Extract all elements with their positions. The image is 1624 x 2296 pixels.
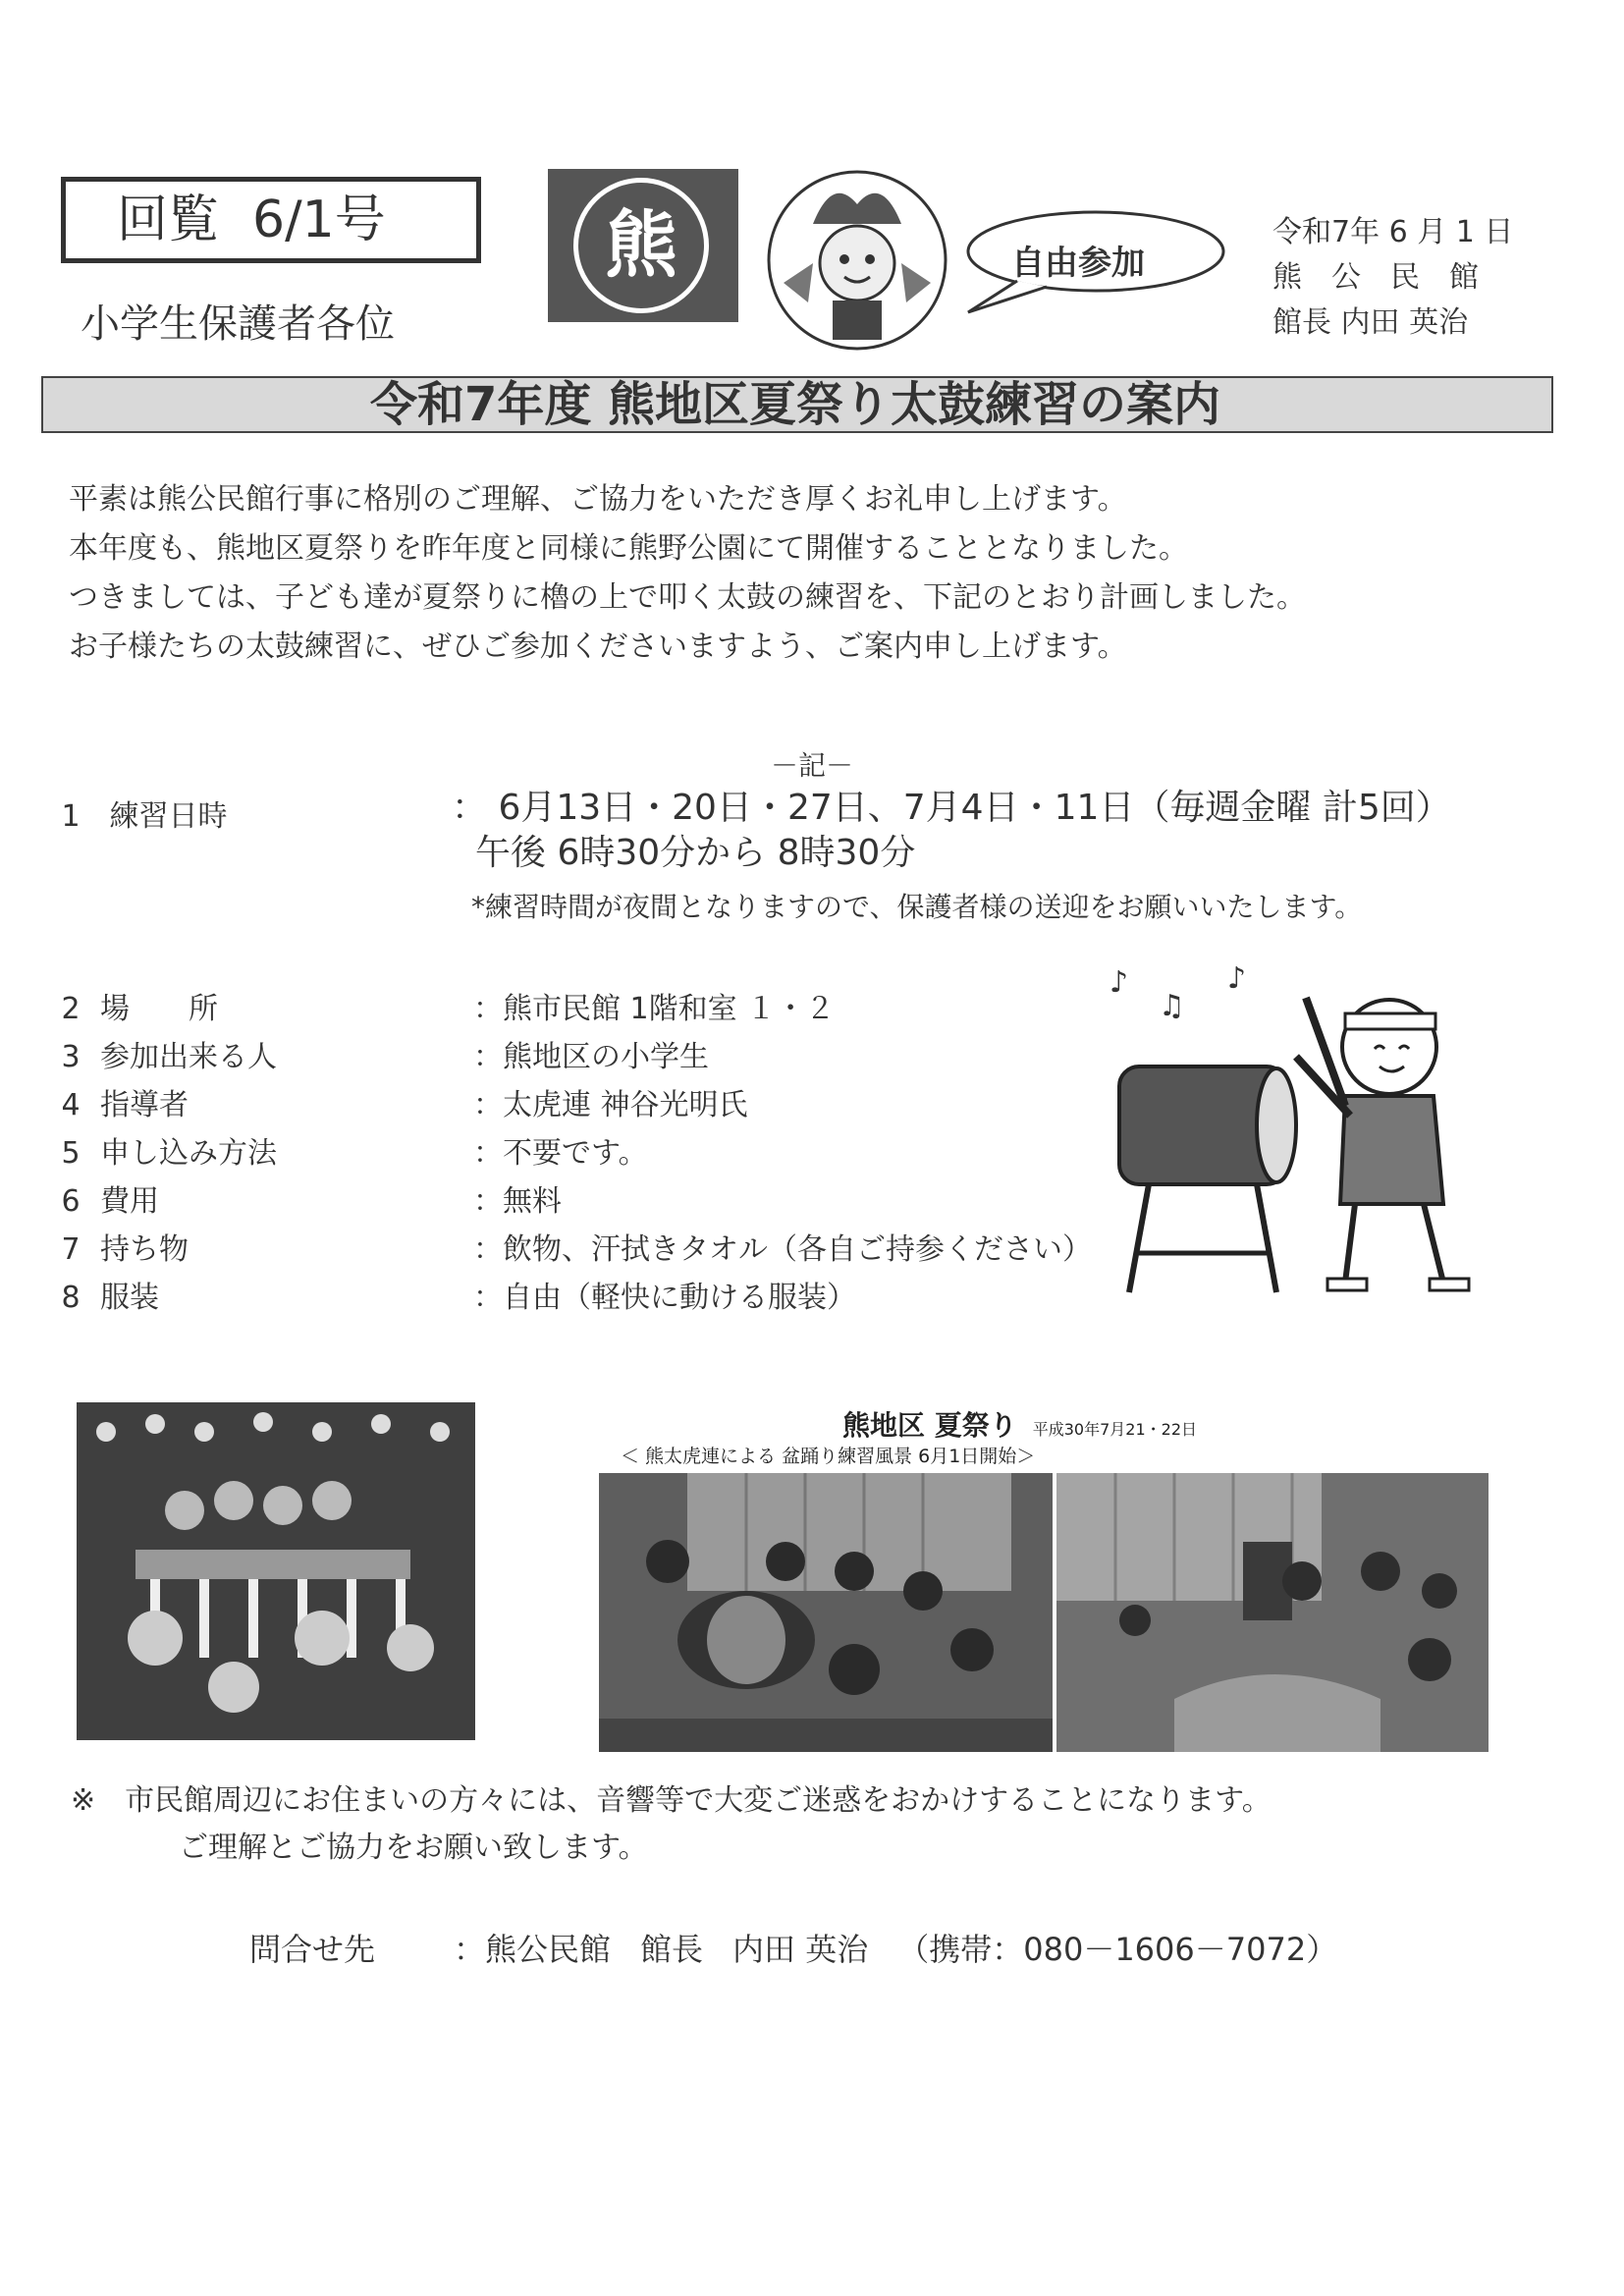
list-item (51, 1080, 1131, 1127)
item-number: 1 (61, 799, 81, 834)
sender-name: 館長 内田 英治 (1272, 305, 1469, 340)
photo-date: 平成30年7月21・22日 (1032, 1420, 1198, 1439)
issue-number: 6/1号 (252, 191, 386, 249)
item-label: 服装 (100, 1281, 159, 1315)
item-1 (51, 792, 228, 835)
footnote-line-1: 市民館周辺にお住まいの方々には、音響等で大変ご迷惑をおかけすることになります。 (125, 1783, 1272, 1818)
sender-block (1272, 210, 1513, 346)
item-label: 費用 (100, 1184, 159, 1219)
item-number: 6 (61, 1184, 81, 1219)
contact-line (249, 1925, 1367, 1970)
item-value: ：熊地区の小学生 (473, 1040, 709, 1074)
list-item (51, 1225, 1131, 1272)
item-value: ：太虎連 神谷光明氏 (473, 1088, 748, 1122)
intro-text (69, 475, 1306, 672)
list-item (51, 984, 1131, 1031)
item-value: ：飲物、汗拭きタオル（各自ご持参ください） (473, 1232, 1092, 1267)
list-item (51, 1128, 1131, 1175)
contact-name: 内田 英治 (732, 1931, 869, 1968)
mascot-illustration (754, 165, 960, 355)
photo-title-text: 熊地区 夏祭り (842, 1409, 1017, 1442)
item-value: ：熊市民館 1階和室 １・２ (473, 992, 836, 1026)
contact-role: 館長 (640, 1931, 704, 1968)
schedule-value (452, 786, 1451, 876)
item-number: 8 (61, 1281, 81, 1315)
item-label: 申し込み方法 (100, 1136, 277, 1171)
item-number: 4 (61, 1088, 81, 1122)
item-label: 練習日時 (109, 799, 228, 834)
ki-heading: －記－ (770, 749, 853, 782)
item-number: 7 (61, 1232, 81, 1267)
item-label: 参加出来る人 (100, 1040, 277, 1074)
addressee: 小学生保護者各位 (81, 301, 395, 347)
footnote-mark: ※ (71, 1783, 96, 1818)
practice-photo-2 (1056, 1473, 1489, 1752)
footnote (71, 1777, 1272, 1872)
sender-org: 熊 公 民 館 (1272, 260, 1479, 295)
intro-line: お子様たちの太鼓練習に、ぜひご参加くださいますよう、ご案内申し上げます。 (69, 629, 1127, 664)
photo-title (842, 1404, 1197, 1444)
item-value: ：無料 (473, 1184, 562, 1219)
item-value: ：自由（軽快に動ける服装） (473, 1281, 856, 1315)
item-value: ：不要です。 (473, 1136, 648, 1171)
circular-label-box (61, 177, 481, 263)
svg-text:♫: ♫ (1159, 989, 1185, 1023)
item-number: 2 (61, 992, 81, 1026)
item-label: 持ち物 (100, 1232, 189, 1267)
schedule-note: *練習時間が夜間となりますので、保護者様の送迎をお願いいたします。 (471, 891, 1363, 923)
item-label: 場 所 (100, 992, 218, 1026)
issue-date: 令和7年 6 月 1 日 (1272, 215, 1514, 249)
intro-line: 本年度も、熊地区夏祭りを昨年度と同様に熊野公園にて開催することとなりました。 (69, 531, 1188, 566)
logo-char: 熊 (573, 178, 709, 313)
bubble-text: 自由参加 (1011, 244, 1145, 283)
photo-subtitle: ＜ 熊太虎連による 盆踊り練習風景 6月1日開始＞ (621, 1446, 1036, 1467)
intro-line: 平素は熊公民館行事に格別のご理解、ご協力をいただき厚くお礼申し上げます。 (69, 482, 1127, 517)
circular-label: 回覧 (117, 191, 220, 249)
list-item (51, 1273, 1131, 1320)
list-item (51, 1176, 1131, 1224)
taiko-drummer-illustration (1100, 958, 1492, 1308)
contact-org: ：熊公民館 (454, 1931, 612, 1968)
schedule-dates: ： 6月13日・20日・27日、7月4日・11日（毎週金曜 計5回） (452, 788, 1451, 828)
schedule-time: 午後 6時30分から 8時30分 (475, 833, 916, 873)
svg-text:♪: ♪ (1227, 961, 1247, 996)
svg-text:♪: ♪ (1110, 965, 1129, 1000)
list-item (51, 1032, 1131, 1079)
contact-label: 問合せ先 (249, 1931, 376, 1968)
item-number: 3 (61, 1040, 81, 1074)
practice-photo-1 (599, 1473, 1053, 1752)
kuma-logo (548, 169, 738, 322)
intro-line: つきましては、子ども達が夏祭りに櫓の上で叩く太鼓の練習を、下記のとおり計画しました。 (69, 580, 1306, 615)
item-number: 5 (61, 1136, 81, 1171)
bon-festival-illustration (77, 1402, 475, 1740)
footnote-line-2: ご理解とご協力をお願い致します。 (179, 1831, 648, 1865)
page-title: 令和7年度 熊地区夏祭り太鼓練習の案内 (369, 377, 1221, 432)
item-label: 指導者 (100, 1088, 189, 1122)
contact-phone: （携帯：080－1606－7072） (897, 1931, 1338, 1968)
